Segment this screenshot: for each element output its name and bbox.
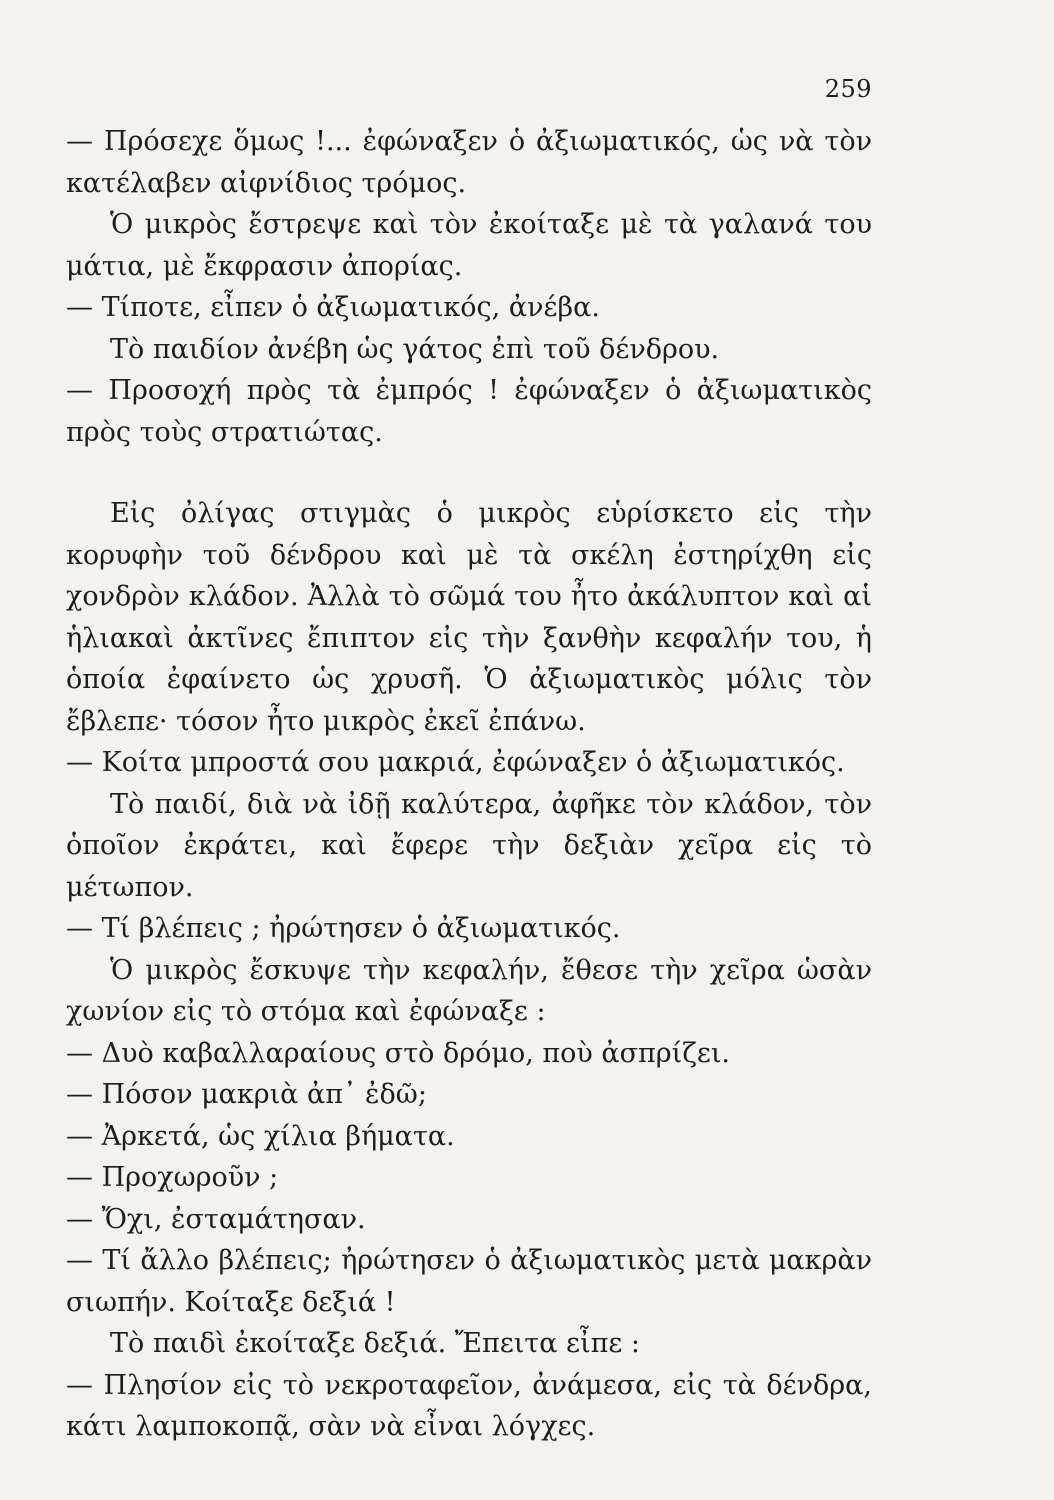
paragraph-dialogue-look: — Κοίτα μπροστά σου μακριά, ἐφώναξεν ὁ ἀξιωματικός. <box>66 747 845 778</box>
paragraph-dialogue-attention: — Προσοχή πρὸς τὰ ἐμπρός ! ἐφώναξεν ὁ ἀξιωματικὸς πρὸς τοὺς στρατιώτας. <box>66 375 872 448</box>
paragraph-dialogue-horsemen: — Δυὸ καβαλλαραίους στὸ δρόμο, ποὺ ἀσπρίζει. <box>66 1037 731 1069</box>
paragraph-dialogue-warning: — Πρόσεχε ὅμως !... ἐφώναξεν ὁ ἀξιωματικός, ὡς νὰ τὸν κατέλαβεν αἰφνίδιος τρόμος. <box>66 126 872 199</box>
paragraph-dialogue-stopped: — Ὄχι, ἐσταμάτησαν. <box>66 1203 366 1235</box>
text-section-2 <box>66 493 872 1448</box>
text-section-1 <box>66 121 872 453</box>
paragraph-child-shouts: Ὁ μικρὸς ἔσκυψε τὴν κεφαλήν, ἔθεσε τὴν χεῖρα ὡσὰν χωνίον εἰς τὸ στόμα καὶ ἐφώναξε : <box>66 954 872 1027</box>
paragraph-child-looks-right: Τὸ παιδὶ ἐκοίταξε δεξιά. Ἔπειτα εἶπε : <box>110 1328 641 1359</box>
page-number: 259 <box>824 75 872 103</box>
paragraph-child-turns: Ὁ μικρὸς ἔστρεψε καὶ τὸν ἐκοίταξε μὲ τὰ γαλανά του μάτια, μὲ ἔκφρασιν ἀπορίας. <box>66 209 872 282</box>
paragraph-dialogue-lances: — Πλησίον εἰς τὸ νεκροταφεῖον, ἀνάμεσα, εἰς τὰ δένδρα, κάτι λαμποκοπᾷ, σὰν νὰ εἶναι λόγχες. <box>66 1369 872 1442</box>
paragraph-dialogue-distance: — Ἀρκετά, ὡς χίλια βήματα. <box>66 1120 455 1152</box>
paragraph-tree-top: Εἰς ὀλίγας στιγμὰς ὁ μικρὸς εὑρίσκετο εἰς τὴν κορυφὴν τοῦ δένδρου καὶ μὲ τὰ σκέλη ἐστηρίχθη εἰς χονδρὸν κλάδον. Ἀλλὰ τὸ σῶμά του ἦτο ἀκάλυπτον καὶ αἱ ἡλιακαὶ ἀκτῖνες ἔπιπτον εἰς τὴν ξανθὴν κεφαλήν του, ἡ ὁποία ἐφαίνετο ὡς χρυσῆ. Ὁ ἀξιωματικὸς μόλις τὸν ἔβλεπε· τόσον ἦτο μικρὸς ἐκεῖ ἐπάνω. <box>66 498 872 737</box>
paragraph-dialogue-advancing: — Προχωροῦν ; <box>66 1162 279 1193</box>
paragraph-shade-eyes: Τὸ παιδί, διὰ νὰ ἰδῇ καλύτερα, ἀφῆκε τὸν κλάδον, τὸν ὁποῖον ἐκράτει, καὶ ἔφερε τὴν δεξιὰν χεῖρα εἰς τὸ μέτωπον. <box>66 788 872 903</box>
paragraph-dialogue-what-see: — Τί βλέπεις ; ἠρώτησεν ὁ ἀξιωματικός. <box>66 913 621 944</box>
paragraph-child-climbs: Τὸ παιδίον ἀνέβη ὡς γάτος ἐπὶ τοῦ δένδρου. <box>110 333 720 365</box>
paragraph-dialogue-climb: — Τίποτε, εἶπεν ὁ ἀξιωματικός, ἀνέβα. <box>66 292 600 323</box>
paragraph-dialogue-how-far: — Πόσον μακριὰ ἀπ᾽ ἐδῶ; <box>66 1079 427 1110</box>
paragraph-dialogue-what-else: — Τί ἄλλο βλέπεις; ἠρώτησεν ὁ ἀξιωματικὸς μετὰ μακρὰν σιωπήν. Κοίταξε δεξιά ! <box>66 1245 872 1318</box>
